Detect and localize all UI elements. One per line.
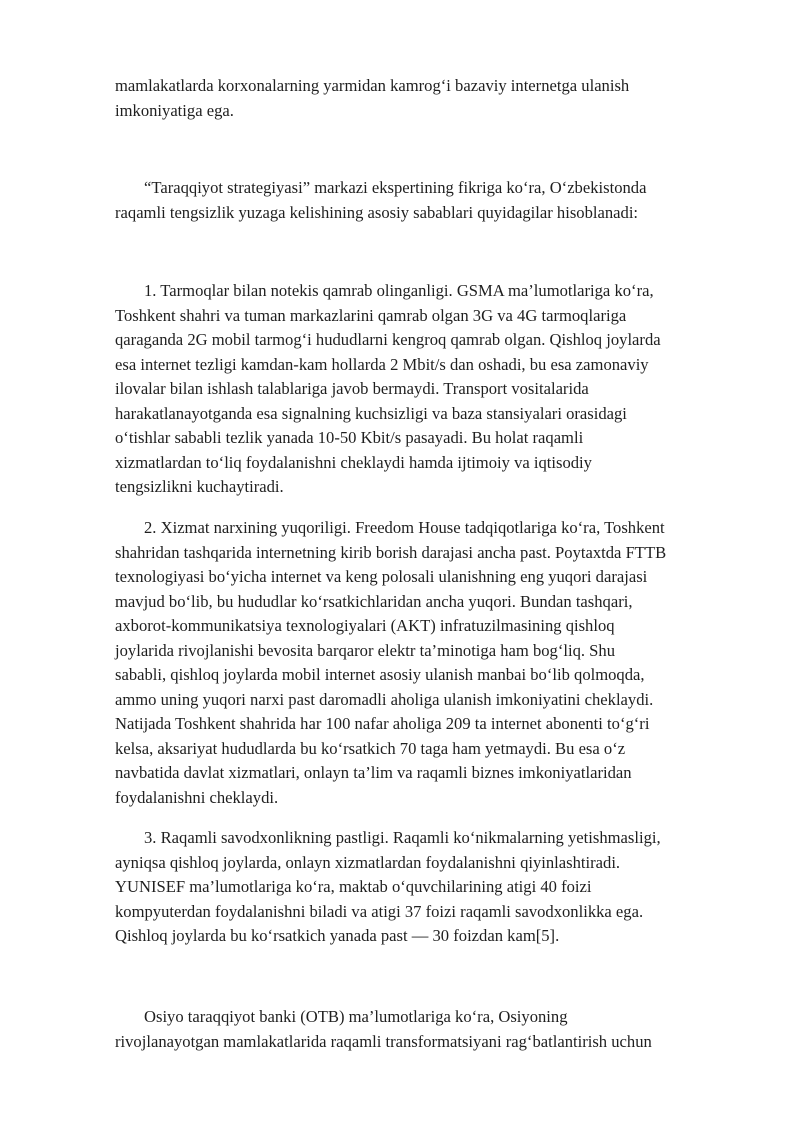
text-line: joylarida rivojlanishi bevosita barqaror elektr ta’minotiga ham bog‘liq. Shu [115,640,615,660]
text-line: sababli, qishloq joylarda mobil internet asosiy ulanish manbai bo‘lib qolmoqda, [115,665,645,684]
text-line: shahridan tashqarida internetning kirib borish darajasi ancha past. Poytaxtda FTTB [115,542,667,562]
text-line: mavjud bo‘lib, bu hududlar ko‘rsatkichlaridan ancha yuqori. Bundan tashqari, [115,591,633,611]
paragraph-cause-1 [115,279,725,500]
paragraph-cause-2 [115,516,725,810]
text-line: kelsa, aksariyat hududlarda bu ko‘rsatkich 70 taga ham yetmaydi. Bu esa o‘z [115,738,626,758]
paragraph-intro-causes [115,176,725,225]
text-line: texnologiyasi bo‘yicha internet va keng polosali ulanishning eng yuqori darajasi [115,567,648,586]
text-line: Natijada Toshkent shahrida har 100 nafar aholiga 209 ta internet abonenti to‘g‘ri [115,714,650,733]
paragraph-continuation [115,74,725,123]
text-line: Toshkent shahri va tuman markazlarini qamrab olgan 3G va 4G tarmoqlariga [115,305,627,325]
text-line: mamlakatlarda korxonalarning yarmidan kamrog‘i bazaviy internetga ulanish [115,76,630,95]
text-line: Qishloq joylarda bu ko‘rsatkich yanada past — 30 foizdan kam[5]. [115,926,560,945]
text-line: ammo uning yuqori narxi past daromadli aholiga ulanish imkoniyatini cheklaydi. [115,689,654,709]
text-line: harakatlanayotganda esa signalning kuchsizligi va baza stansiyalari orasidagi [115,403,627,423]
text-line: o‘tishlar sababli tezlik yanada 10-50 Kbit/s pasayadi. Bu holat raqamli [115,428,584,447]
paragraph-adb [115,1005,725,1054]
text-line: Osiyo taraqqiyot banki (OTB) ma’lumotlariga ko‘ra, Osiyoning [144,1007,568,1026]
text-line: navbatida davlat xizmatlari, onlayn ta’lim va raqamli biznes imkoniyatlaridan [115,763,632,782]
text-line: 3. Raqamli savodxonlikning pastligi. Raqamli ko‘nikmalarning yetishmasligi, [144,828,661,847]
text-line: foydalanishni cheklaydi. [115,787,279,807]
text-line: 1. Tarmoqlar bilan notekis qamrab olinganligi. GSMA ma’lumotlariga ko‘ra, [144,281,654,300]
text-line: xizmatlardan to‘liq foydalanishni cheklaydi hamda ijtimoiy va iqtisodiy [115,452,592,472]
text-line: ilovalar bilan ishlash talablariga javob bermaydi. Transport vositalarida [115,379,589,398]
text-line: axborot-kommunikatsiya texnologiyalari (AKT) infratuzilmasining qishloq [115,616,615,635]
text-line: tengsizlikni kuchaytiradi. [115,477,284,496]
text-line: qaraganda 2G mobil tarmog‘i hududlarni kengroq qamrab olgan. Qishloq joylarda [115,330,661,349]
text-line: rivojlanayotgan mamlakatlarida raqamli transformatsiyani rag‘batlantirish uchun [115,1031,652,1051]
text-line: 2. Xizmat narxining yuqoriligi. Freedom House tadqiqotlariga ko‘ra, Toshkent [144,518,665,537]
text-line: imkoniyatiga ega. [115,100,234,120]
text-line: esa internet tezligi kamdan-kam hollarda 2 Mbit/s dan oshadi, bu esa zamonaviy [115,354,649,374]
text-line: ayniqsa qishloq joylarda, onlayn xizmatlardan foydalanishni qiyinlashtiradi. [115,852,621,872]
text-line: raqamli tengsizlik yuzaga kelishining asosiy sabablari quyidagilar hisoblanadi: [115,202,639,222]
text-line: “Taraqqiyot strategiyasi” markazi ekspertining fikriga ko‘ra, O‘zbekistonda [144,178,647,197]
paragraph-cause-3 [115,826,725,949]
text-line: YUNISEF ma’lumotlariga ko‘ra, maktab o‘quvchilarining atigi 40 foizi [115,877,592,896]
text-line: kompyuterdan foydalanishni biladi va atigi 37 foizi raqamli savodxonlikka ega. [115,901,644,921]
